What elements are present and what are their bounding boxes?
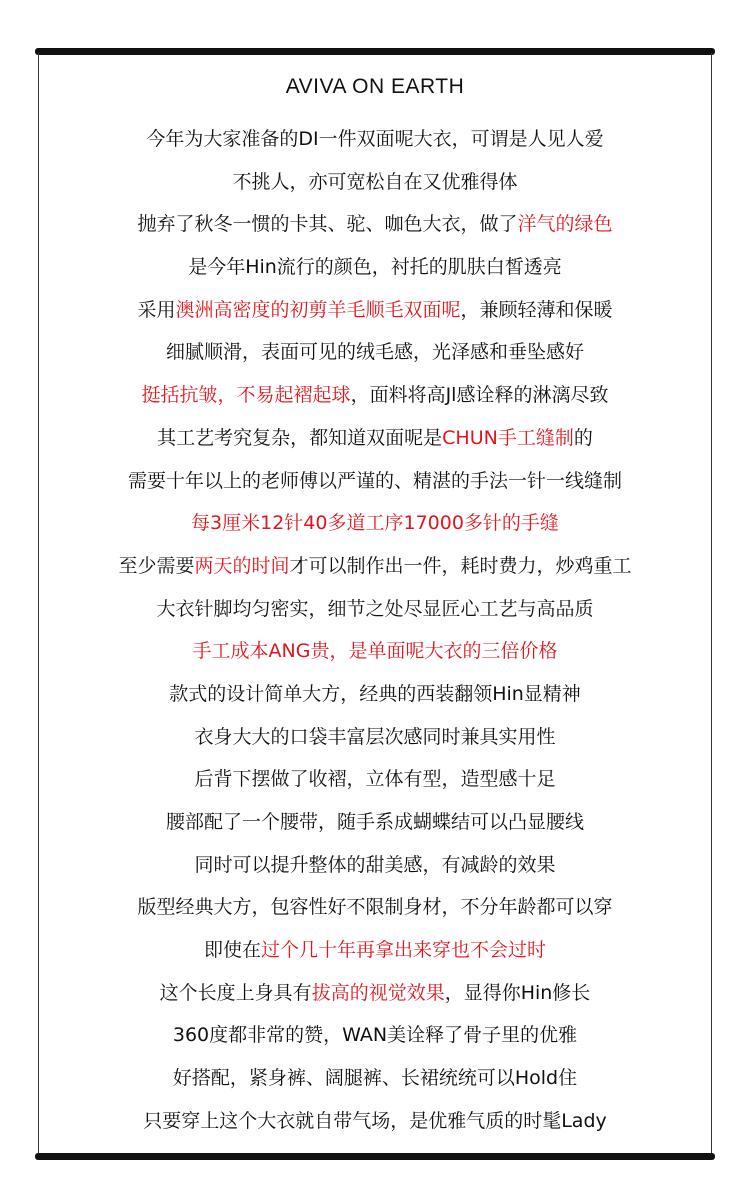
text-segment: 好搭配，紧身裤、阔腿裤、长裙统统可以Hold住 (172, 1067, 578, 1090)
text-frame (35, 48, 715, 1160)
text-line (35, 844, 715, 887)
text-line (35, 886, 715, 929)
text-segment: ，显得你Hin修长 (444, 981, 591, 1004)
text-line (35, 331, 715, 374)
text-line (35, 929, 715, 972)
highlighted-text: 两天的时间 (194, 554, 290, 577)
text-segment: 360度都非常的赞，WAN美诠释了骨子里的优雅 (172, 1024, 578, 1047)
text-segment: 才可以制作出一件，耗时费力，炒鸡重工 (289, 554, 632, 577)
text-line (35, 588, 715, 631)
bottom-border-rule (35, 1153, 715, 1160)
text-line (35, 118, 715, 161)
highlighted-text: 拔高的视觉效果 (311, 981, 445, 1004)
text-line (35, 161, 715, 204)
text-segment: 需要十年以上的老师傅以严谨的、精湛的手法一针一线缝制 (127, 469, 622, 492)
text-line (35, 673, 715, 716)
text-segment: 采用 (137, 298, 176, 321)
text-line (35, 374, 715, 417)
text-segment: 细腻顺滑，表面可见的绒毛感，光泽感和垂坠感好 (165, 341, 584, 364)
text-segment: 衣身大大的口袋丰富层次感同时兼具实用性 (194, 725, 556, 748)
page-title: AVIVA ON EARTH (285, 75, 465, 98)
highlighted-text: CHUN手工缝制 (442, 426, 574, 449)
highlighted-text: 挺括抗皱，不易起褶起球 (141, 384, 351, 407)
description-body (35, 118, 715, 1143)
text-segment: 不挑人，亦可宽松自在又优雅得体 (232, 170, 518, 193)
text-segment: 只要穿上这个大衣就自带气场，是优雅气质的时髦Lady (143, 1109, 607, 1132)
text-segment: 后背下摆做了收褶，立体有型，造型感十足 (194, 768, 556, 791)
highlighted-text: 洋气的绿色 (517, 213, 613, 236)
text-line (35, 289, 715, 332)
highlighted-text: 手工成本ANG贵，是单面呢大衣的三倍价格 (192, 640, 558, 663)
text-segment: ，兼顾轻薄和保暖 (460, 298, 613, 321)
top-border-rule (35, 48, 715, 55)
text-line (35, 246, 715, 289)
highlighted-text: 每3厘米12针40多道工序17000多针的手缝 (191, 512, 559, 535)
text-line (35, 1100, 715, 1143)
text-line (35, 460, 715, 503)
text-line (35, 972, 715, 1015)
text-line (35, 630, 715, 673)
text-line (35, 502, 715, 545)
text-segment: 今年为大家准备的DI一件双面呢大衣，可谓是人见人爱 (146, 128, 604, 150)
text-segment: 即使在 (203, 939, 261, 962)
text-line (35, 1057, 715, 1100)
text-segment: 抛弃了秋冬一惯的卡其、驼、咖色大衣，做了 (137, 213, 518, 236)
text-segment: 腰部配了一个腰带，随手系成蝴蝶结可以凸显腰线 (165, 811, 584, 833)
text-segment: ，面料将高Jl感诠释的淋漓尽致 (350, 384, 609, 407)
text-segment: 其工艺考究复杂，都知道双面呢是 (157, 426, 443, 449)
highlighted-text: 过个几十年再拿出来穿也不会过时 (261, 939, 547, 962)
text-segment: 的 (573, 426, 593, 449)
text-line (35, 203, 715, 246)
text-segment: 这个长度上身具有 (159, 981, 312, 1004)
highlighted-text: 澳洲高密度的初剪羊毛顺毛双面呢 (175, 298, 461, 321)
text-segment: 是今年Hin流行的颜色，衬托的肌肤白皙透亮 (188, 256, 562, 279)
text-segment: 大衣针脚均匀密实，细节之处尽显匠心工艺与高品质 (156, 597, 594, 620)
text-segment: 至少需要 (118, 554, 195, 577)
text-segment: 同时可以提升整体的甜美感，有减龄的效果 (194, 853, 556, 876)
text-segment: 版型经典大方，包容性好不限制身材，不分年龄都可以穿 (137, 896, 613, 919)
text-line (35, 716, 715, 759)
text-segment: 款式的设计简单大方，经典的西装翻领Hin显精神 (169, 682, 581, 705)
text-line (35, 545, 715, 588)
text-line (35, 417, 715, 460)
text-line (35, 758, 715, 801)
text-line (35, 1014, 715, 1057)
text-line (35, 801, 715, 844)
